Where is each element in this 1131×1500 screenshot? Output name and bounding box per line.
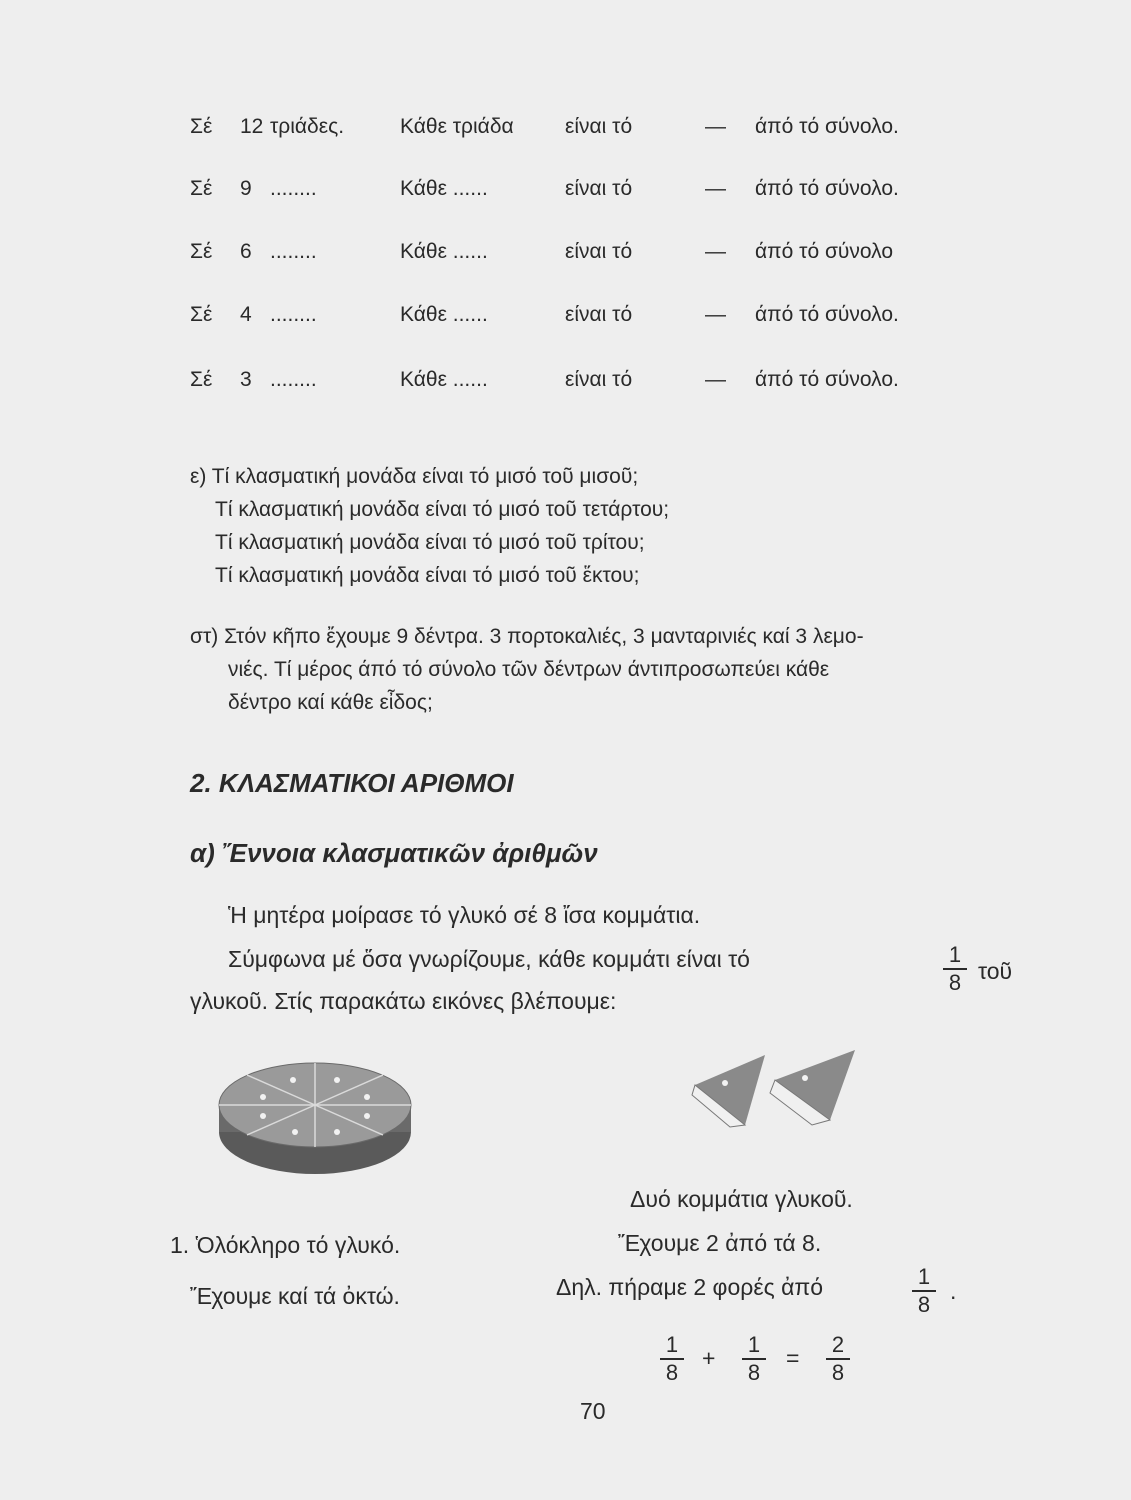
right-caption-line-3: Δηλ. πήραμε 2 φορές ἀπό [556, 1274, 824, 1300]
right-caption-line-2: Ἔχουμε 2 ἀπό τά 8. [618, 1230, 822, 1256]
row-number: 4 [240, 303, 252, 326]
left-caption-line-1: 1. Ὁλόκληρο τό γλυκό. [170, 1232, 401, 1258]
row-einai: είναι τό [565, 177, 633, 200]
row-dash: — [705, 240, 726, 263]
whole-cake-illustration [215, 1050, 415, 1180]
left-caption-line-2: Ἔχουμε καί τά ὀκτώ. [190, 1283, 400, 1309]
page-number: 70 [580, 1398, 606, 1424]
row-total: άπό τό σύνολο. [755, 368, 899, 391]
equation-term-a [660, 1333, 684, 1385]
fraction-numerator: 1 [747, 1332, 761, 1357]
row-4 [190, 303, 950, 333]
row-einai: είναι τό [565, 303, 633, 326]
row-group: ........ [270, 240, 317, 263]
right-caption-fraction [912, 1265, 936, 1317]
fraction-denominator: 8 [917, 1292, 931, 1317]
row-kathe: Κάθε ...... [400, 240, 488, 263]
fraction-denominator: 8 [665, 1360, 679, 1385]
two-slices-illustration [690, 1045, 860, 1135]
row-dash: — [705, 177, 726, 200]
exercise-epsilon [190, 460, 669, 592]
row-einai: είναι τό [565, 240, 633, 263]
st-line: στ) Στόν κῆπο ἔχουμε 9 δέντρα. 3 πορτοκαλιές, 3 μανταρινιές καί 3 λεμο- [190, 625, 864, 648]
equation-term-b [742, 1333, 766, 1385]
plus-sign: + [702, 1345, 716, 1371]
row-einai: είναι τό [565, 368, 633, 391]
right-caption-line-1: Δυό κομμάτια γλυκοῦ. [630, 1186, 853, 1212]
row-12 [190, 115, 950, 145]
equation-term-c [826, 1333, 850, 1385]
row-se: Σέ [190, 303, 213, 326]
row-se: Σέ [190, 240, 213, 263]
row-3 [190, 368, 950, 398]
st-line: δέντρο καί κάθε εἶδος; [228, 691, 433, 714]
intro-line-1: Ἡ μητέρα μοίρασε τό γλυκό σέ 8 ἴσα κομμάτια. [228, 902, 701, 928]
row-9 [190, 177, 950, 207]
row-kathe: Κάθε τριάδα [400, 115, 514, 138]
epsilon-line: Τί κλασματική μονάδα είναι τό μισό τοῦ ἕκτου; [215, 564, 640, 587]
fraction-numerator: 1 [665, 1332, 679, 1357]
row-einai: είναι τό [565, 115, 633, 138]
row-number: 3 [240, 368, 252, 391]
row-6 [190, 240, 950, 270]
row-total: άπό τό σύνολο [755, 240, 894, 263]
intro-line-3: γλυκοῦ. Στίς παρακάτω εικόνες βλέπουμε: [190, 988, 617, 1014]
row-kathe: Κάθε ...... [400, 303, 488, 326]
fraction-numerator: 2 [831, 1332, 845, 1357]
right-caption-line-3-end: . [950, 1278, 957, 1304]
row-number: 9 [240, 177, 252, 200]
row-se: Σέ [190, 115, 213, 138]
fraction-denominator: 8 [831, 1360, 845, 1385]
row-number: 12 [240, 115, 264, 138]
row-se: Σέ [190, 368, 213, 391]
intro-line-2: Σύμφωνα μέ ὅσα γνωρίζουμε, κάθε κομμάτι είναι τό [228, 946, 750, 972]
fraction-numerator: 1 [948, 942, 962, 967]
epsilon-line: Τί κλασματική μονάδα είναι τό μισό τοῦ τετάρτου; [215, 498, 670, 521]
epsilon-line: Τί κλασματική μονάδα είναι τό μισό τοῦ τρίτου; [215, 531, 645, 554]
row-total: άπό τό σύνολο. [755, 177, 899, 200]
row-kathe: Κάθε ...... [400, 368, 488, 391]
intro-fraction [943, 943, 967, 995]
row-dash: — [705, 303, 726, 326]
row-group: ........ [270, 177, 317, 200]
fraction-numerator: 1 [917, 1264, 931, 1289]
row-number: 6 [240, 240, 252, 263]
row-se: Σέ [190, 177, 213, 200]
equals-sign: = [786, 1345, 800, 1371]
fraction-denominator: 8 [747, 1360, 761, 1385]
row-dash: — [705, 115, 726, 138]
section-title: 2. ΚΛΑΣΜΑΤΙΚΟΙ ΑΡΙΘΜΟΙ [190, 768, 514, 798]
row-total: άπό τό σύνολο. [755, 303, 899, 326]
fraction-denominator: 8 [948, 970, 962, 995]
exercise-st [190, 620, 864, 719]
row-dash: — [705, 368, 726, 391]
row-kathe: Κάθε ...... [400, 177, 488, 200]
subsection-title: α) Ἔννοια κλασματικῶν ἀριθμῶν [190, 838, 598, 868]
row-group: ........ [270, 303, 317, 326]
row-group: τριάδες. [270, 115, 345, 138]
row-group: ........ [270, 368, 317, 391]
row-total: άπό τό σύνολο. [755, 115, 899, 138]
st-line: νιές. Τί μέρος άπό τό σύνολο τῶν δέντρων άντιπροσωπεύει κάθε [228, 658, 830, 681]
epsilon-line: ε) Τί κλασματική μονάδα είναι τό μισό τοῦ μισοῦ; [190, 465, 639, 488]
intro-line-2-end: τοῦ [978, 958, 1013, 984]
